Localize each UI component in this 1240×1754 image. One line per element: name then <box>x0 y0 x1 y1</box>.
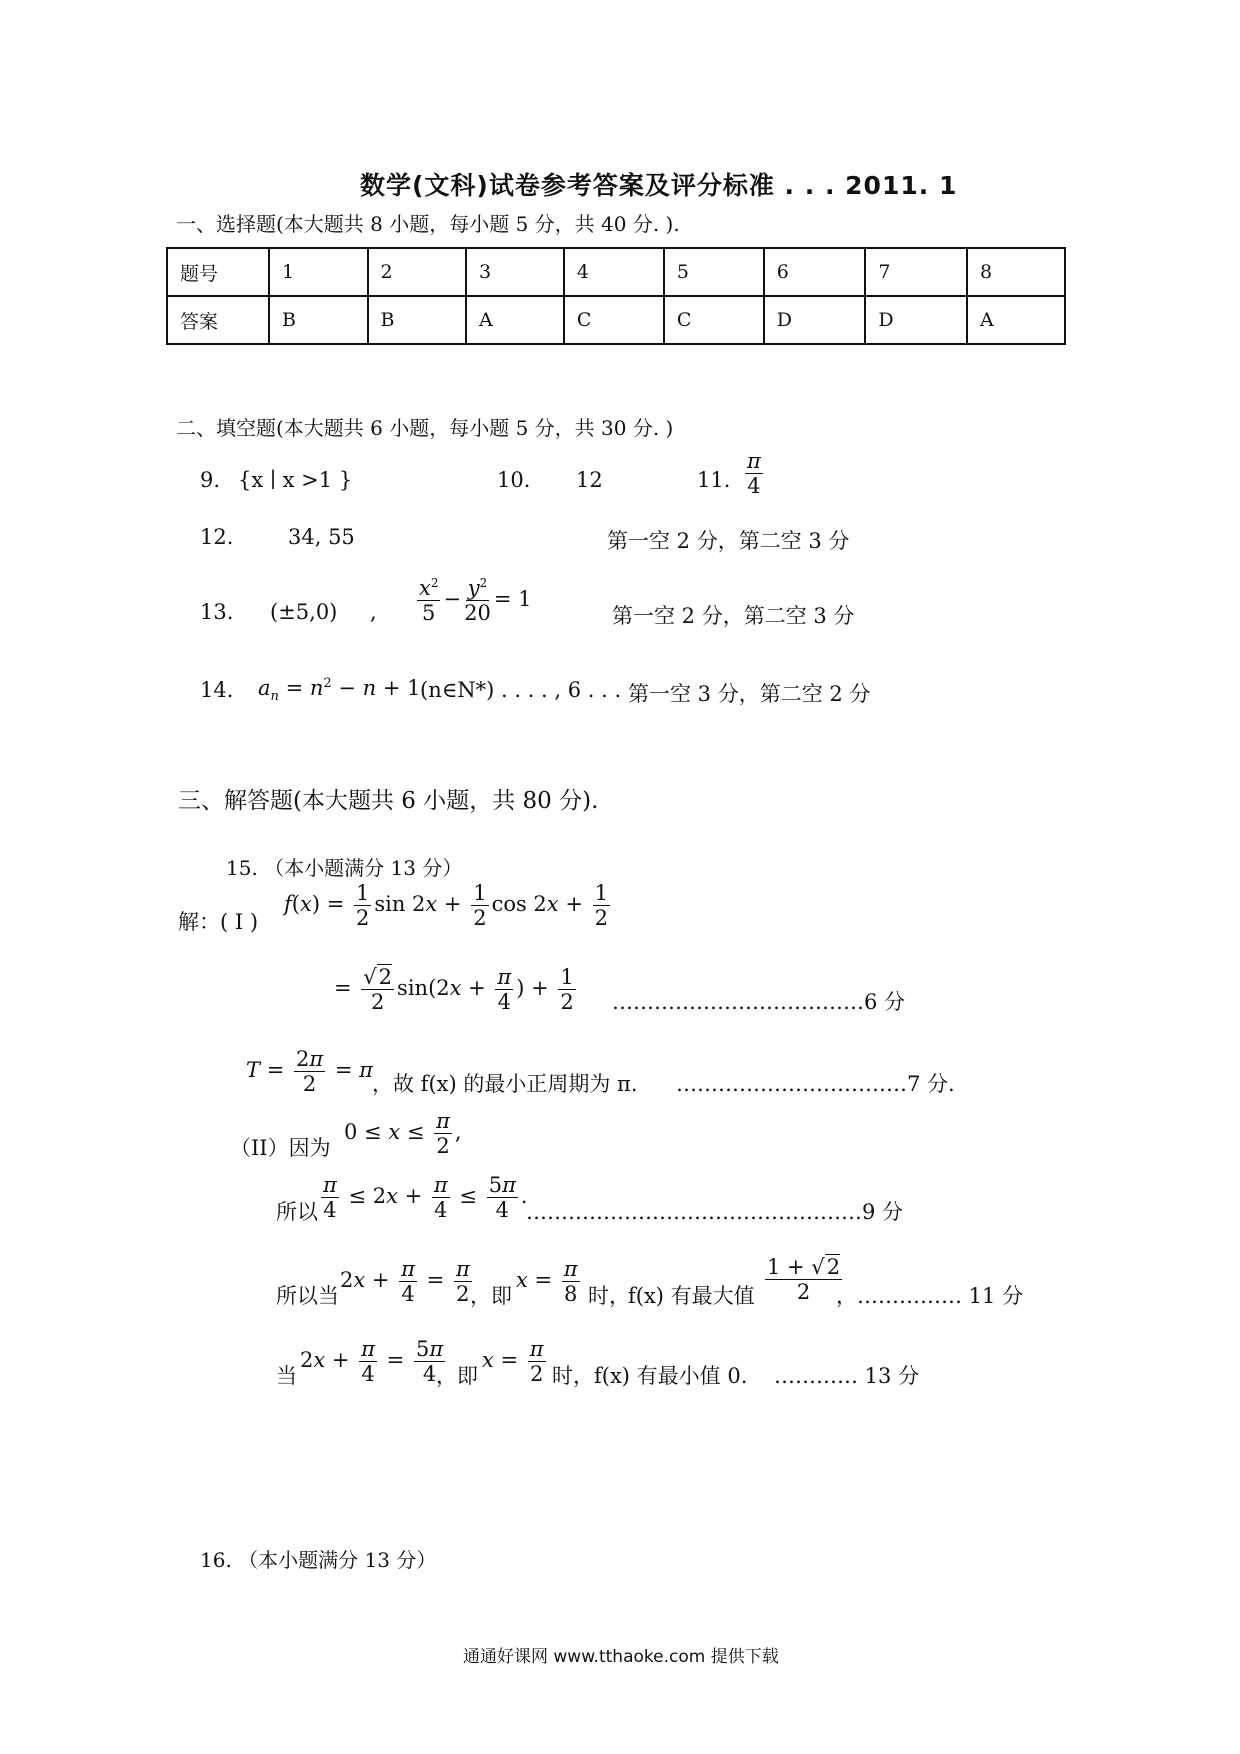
q14-formula: $a_n = n^2 - n + 1$ <box>258 676 421 705</box>
section2-heading: 二、填空题(本大题共 6 小题，每小题 5 分，共 30 分. ) <box>176 416 674 440</box>
ie-label-1: ，即 <box>470 1284 512 1308</box>
formula-period: T = $\frac{2\pi}{2}$ = π <box>246 1047 373 1097</box>
footer-source: 通通好课网 www.tthaoke.com 提供下载 <box>463 1647 779 1667</box>
q13-answer-foci: (±5,0) <box>270 600 338 624</box>
table-cell: 7 <box>865 248 967 296</box>
table-cell: 1 <box>269 248 368 296</box>
formula-max-value: $\frac{1 + √2}{2}$ <box>767 1255 841 1305</box>
score-13: ………… 13 分 <box>774 1364 920 1388</box>
q16-header: 16. （本小题满分 13 分） <box>200 1548 437 1572</box>
table-cell: B <box>368 296 467 344</box>
table-cell: C <box>664 296 764 344</box>
table-cell: 6 <box>764 248 866 296</box>
q14-domain: (n∈N*) . . . . , 6 . . . <box>420 678 622 702</box>
q11-number: 11. <box>697 468 731 492</box>
q12-score-note: 第一空 2 分，第二空 3 分 <box>607 529 850 553</box>
so-label-1: 所以 <box>276 1200 318 1224</box>
min-text: f(x) 有最小值 0. <box>594 1364 748 1388</box>
section3-heading: 三、解答题(本大题共 6 小题，共 80 分). <box>178 788 599 814</box>
period-text: ，故 f(x) 的最小正周期为 π. <box>372 1072 638 1096</box>
table-cell: 4 <box>564 248 664 296</box>
table-cell: A <box>967 296 1065 344</box>
formula-simplified: = $\frac{√2}{2}$ sin(2x + $\frac{\pi}{4}$ ) + $\frac{1}{2}$ <box>334 965 574 1015</box>
formula-range-2x: $\frac{\pi}{4}$ ≤ 2x + $\frac{\pi}{4}$ ≤ $\frac{5\pi}{4}$ . <box>323 1173 528 1223</box>
q9-answer: {x ∣ x >1 } <box>238 468 353 492</box>
document-title: 数学(文科)试卷参考答案及评分标准 . . . 2011. 1 <box>360 171 958 200</box>
formula-min-condition: 2x + $\frac{\pi}{4}$ = $\frac{5\pi}{4}$ <box>300 1337 444 1387</box>
table-cell: 8 <box>967 248 1065 296</box>
q12-answer: 34, 55 <box>288 525 355 549</box>
q15-header: 15. （本小题满分 13 分） <box>226 856 463 880</box>
table-cell: B <box>269 296 368 344</box>
q14-number: 14. <box>200 678 234 702</box>
score-9: …………………………………………9 分 <box>526 1200 904 1224</box>
q13-answer-ellipse: $\frac{x^2}{5}$ − $\frac{y^2}{20}$ = 1 <box>419 576 532 626</box>
section1-heading: 一、选择题(本大题共 8 小题，每小题 5 分，共 40 分. ). <box>176 212 680 236</box>
part2-label: （II）因为 <box>230 1136 331 1160</box>
table-row <box>167 248 1065 296</box>
q10-number: 10. <box>497 468 531 492</box>
q13-number: 13. <box>200 600 234 624</box>
q12-number: 12. <box>200 525 234 549</box>
when-label-1: 时， <box>588 1284 630 1308</box>
table-cell: D <box>764 296 866 344</box>
q13-separator: , <box>370 600 377 624</box>
solution-label: 解：( I ) <box>178 910 259 934</box>
formula-max-condition: 2x + $\frac{\pi}{4}$ = $\frac{\pi}{2}$ <box>340 1257 470 1307</box>
ie-label-2: ，即 <box>436 1364 478 1388</box>
q14-score-note: 第一空 3 分，第二空 2 分 <box>628 682 871 706</box>
row-label-number: 题号 <box>167 248 269 296</box>
table-cell: 3 <box>466 248 564 296</box>
formula-x-max: x = $\frac{\pi}{8}$ <box>516 1257 578 1307</box>
q10-answer: 12 <box>576 468 603 492</box>
q13-score-note: 第一空 2 分，第二空 3 分 <box>612 604 855 628</box>
score-11: ，…………… 11 分 <box>836 1284 1024 1308</box>
row-label-answer: 答案 <box>167 296 269 344</box>
score-7: ……………………………7 分. <box>676 1072 955 1096</box>
so-label-2: 所以当 <box>276 1284 339 1308</box>
formula-x-min: x = $\frac{\pi}{2}$ <box>482 1337 544 1387</box>
dang-label: 当 <box>276 1364 297 1388</box>
table-cell: 2 <box>368 248 467 296</box>
table-cell: D <box>865 296 967 344</box>
table-cell: C <box>564 296 664 344</box>
score-6: ………………………………6 分 <box>612 990 906 1014</box>
formula-range-x: 0 ≤ x ≤ $\frac{\pi}{2}$ , <box>344 1109 462 1159</box>
when-label-2: 时， <box>552 1364 594 1388</box>
table-cell: A <box>466 296 564 344</box>
answer-table <box>166 247 1066 345</box>
max-text: f(x) 有最大值 <box>628 1284 755 1308</box>
formula-fx: f(x) = $\frac{1}{2}$ sin 2x + $\frac{1}{2}$ cos 2x + $\frac{1}{2}$ <box>284 881 608 931</box>
table-cell: 5 <box>664 248 764 296</box>
table-row <box>167 296 1065 344</box>
q9-number: 9. <box>200 468 221 492</box>
q11-answer: $\frac{\pi}{4}$ <box>747 449 761 499</box>
